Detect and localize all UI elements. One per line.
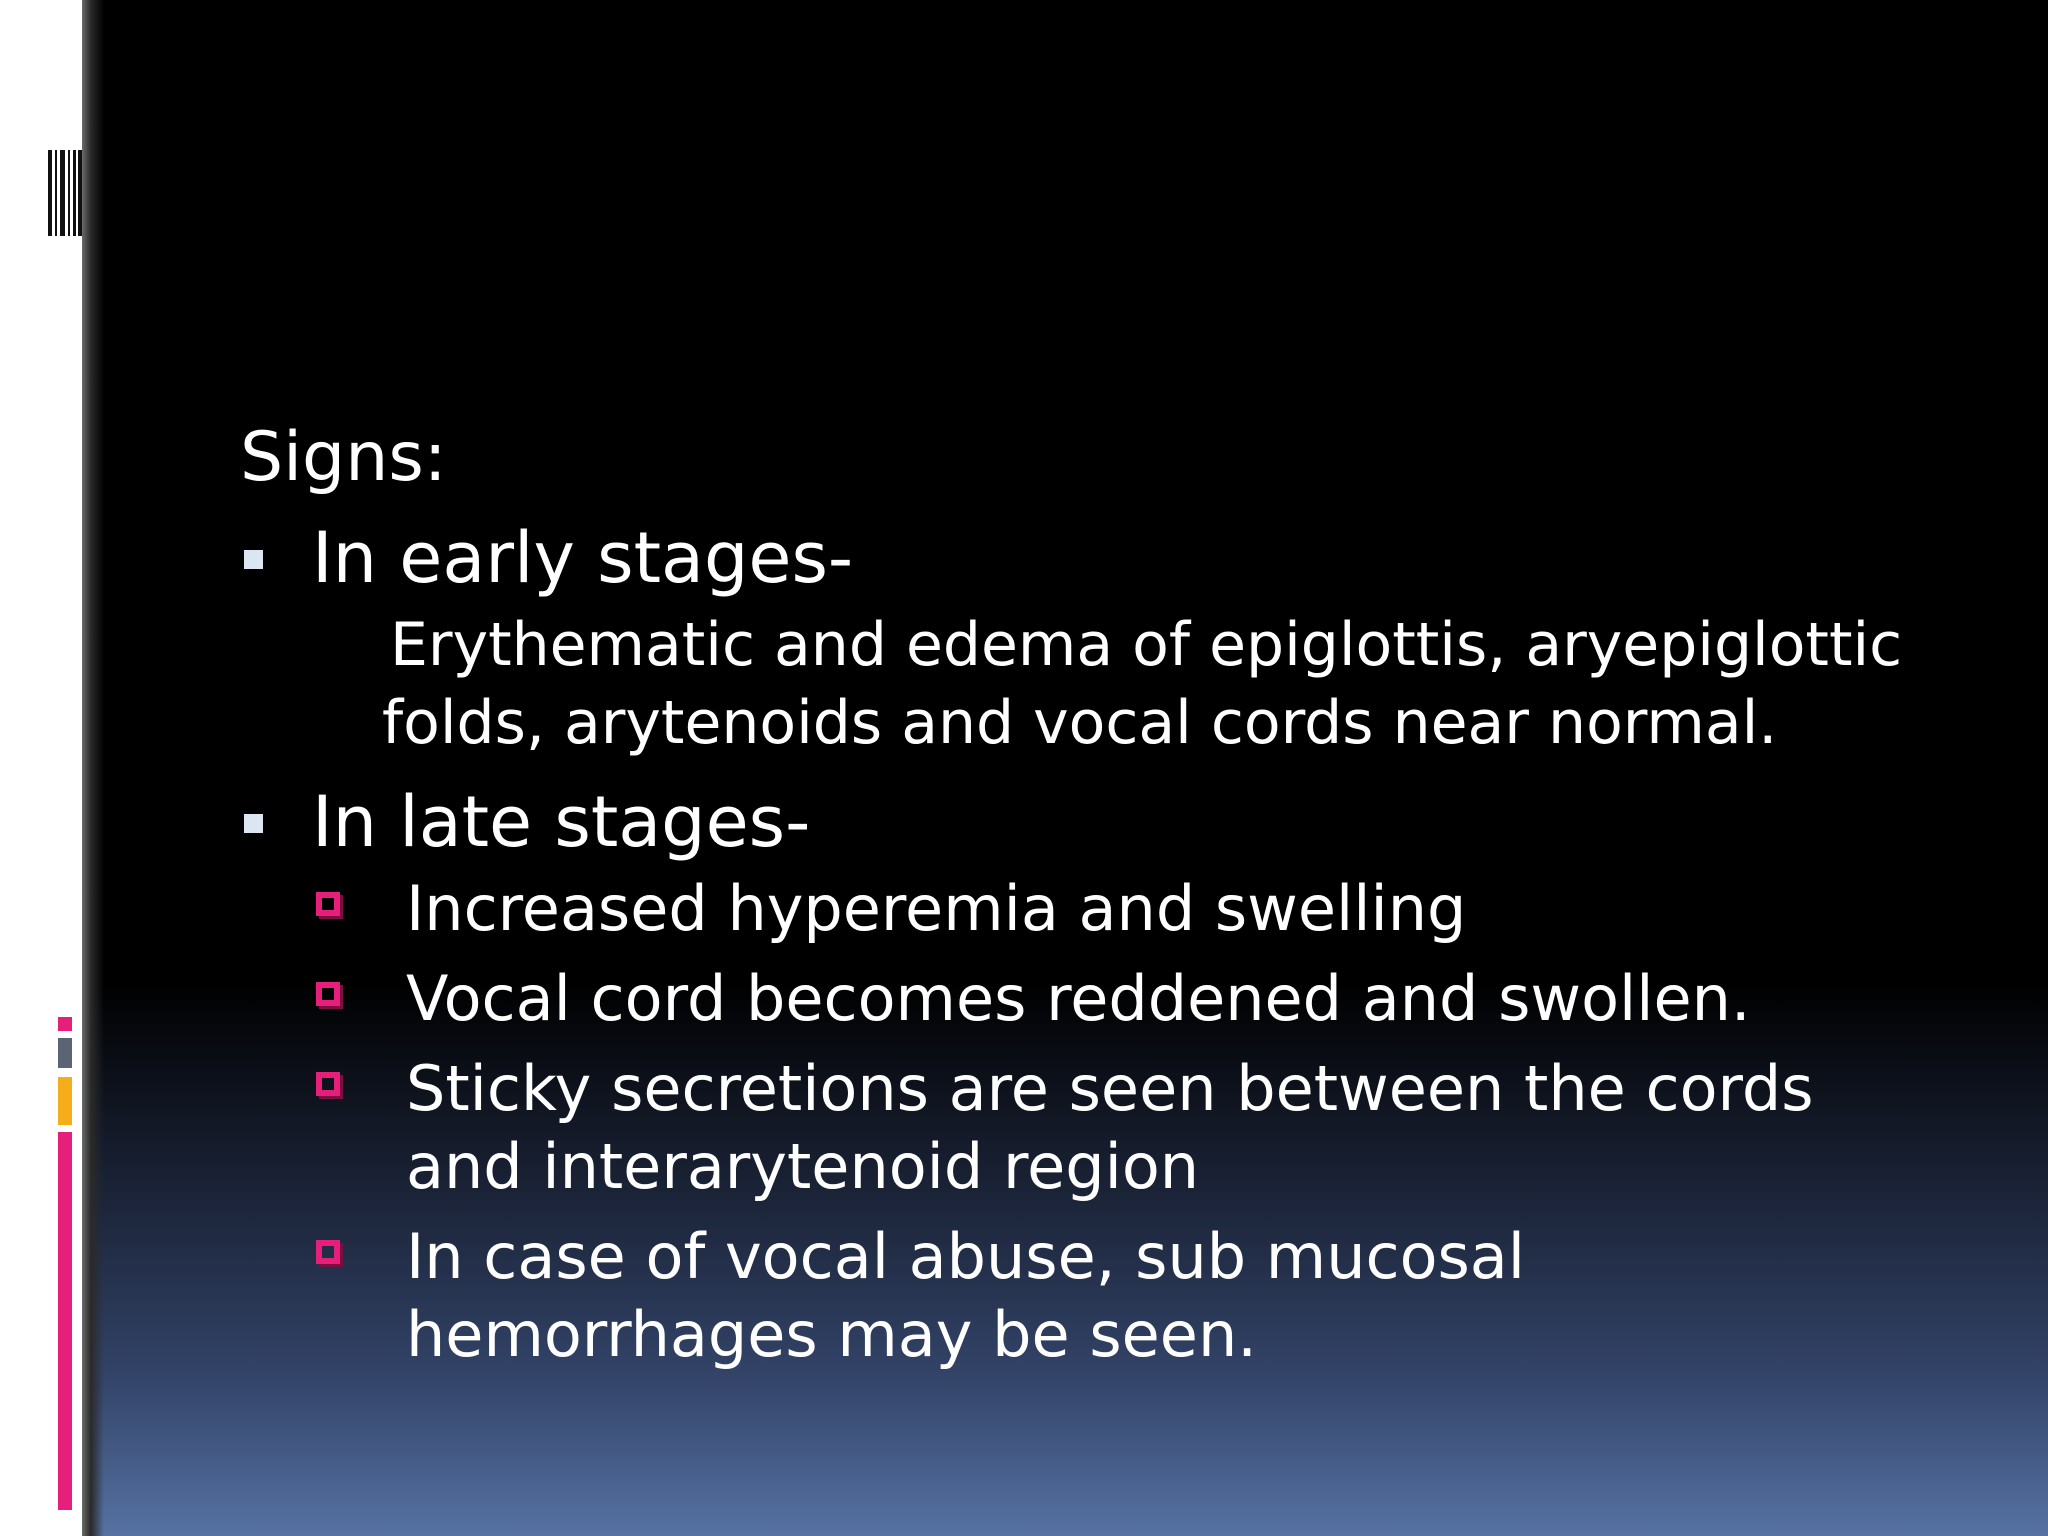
late-stage-item xyxy=(240,1050,1940,1206)
late-stage-item-text: Vocal cord becomes reddened and swollen. xyxy=(406,962,1751,1035)
slide-body xyxy=(240,414,1940,1386)
checkbox-bullet-icon xyxy=(316,1072,340,1096)
late-stage-item-text: Sticky secretions are seen between the cords and interarytenoid region xyxy=(406,1052,1814,1203)
slide-heading: Signs: xyxy=(240,418,447,497)
bullet-label: In late stages- xyxy=(312,781,811,863)
late-stage-item xyxy=(240,960,1940,1038)
late-stage-item xyxy=(240,870,1940,948)
square-bullet-icon xyxy=(244,550,263,569)
accent-bar-pink-small xyxy=(58,1017,72,1031)
late-stage-item-text: Increased hyperemia and swelling xyxy=(406,872,1467,945)
bullet-late-stages xyxy=(240,774,1940,870)
checkbox-bullet-icon xyxy=(316,892,340,916)
checkbox-bullet-icon xyxy=(316,1240,340,1264)
early-stages-description: Erythematic and edema of epiglottis, aryepiglottic folds, arytenoids and vocal cords near normal. xyxy=(382,610,1903,758)
barcode-decoration-icon xyxy=(48,150,82,236)
checkbox-bullet-icon xyxy=(316,982,340,1006)
left-margin-shadow xyxy=(82,0,104,1536)
late-stage-item xyxy=(240,1218,1940,1374)
bullet-early-stages xyxy=(240,510,1940,606)
late-stage-item-text: In case of vocal abuse, sub mucosal hemorrhages may be seen. xyxy=(406,1220,1526,1371)
accent-bar-pink-long xyxy=(58,1132,72,1510)
square-bullet-icon xyxy=(244,814,263,833)
accent-bar-orange xyxy=(58,1077,72,1125)
bullet-label: In early stages- xyxy=(312,517,854,599)
accent-bar-gray xyxy=(58,1038,72,1068)
